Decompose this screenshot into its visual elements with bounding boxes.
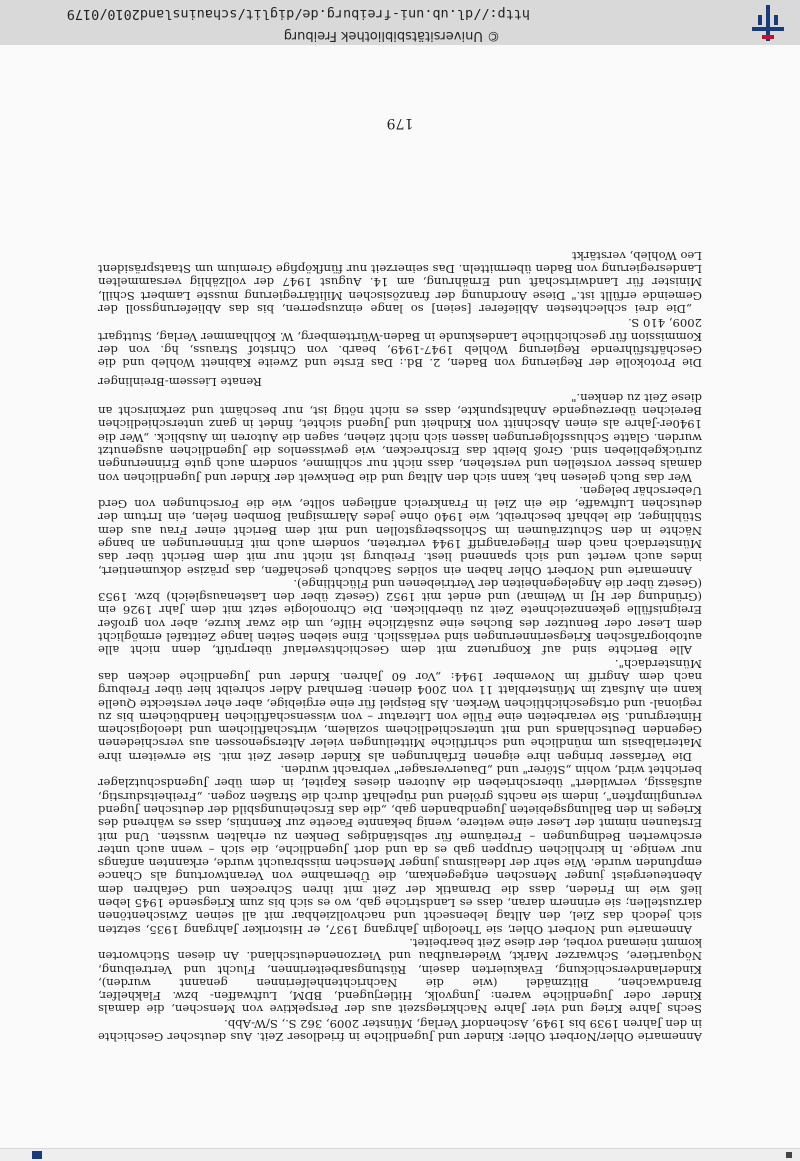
review-paragraph: Annemarie und Norbert Ohler haben ein solides Sachbuch geschaffen, das präzise dokumentiert, indes auch wertet und sich spannend liest. Freiburg ist nicht nur mit dem Bericht über das Münsterdach nach dem Fliegerangriff 1944 vertreten, sondern auch mit Erinnerungen an bange Nächte in den Schutzräumen im Schlossbergstollen und mit dem Bericht einer Frau aus dem Stühlinger, die lebhaft beschreibt, wie 1940 ohne jedes Alarmsignal Bomben fielen, ein Irrtum der deutschen Luftwaffe, die ein Ziel in Frankreich anfliegen sollte, wie die Forschungen von Gerd Ueberschär belegen. — [98, 483, 702, 578]
ub-freiburg-logo-icon — [748, 5, 788, 41]
footer-bar — [0, 0, 800, 45]
review-paragraph: Wer das Buch gelesen hat, kann sich den Alltag und die Denkwelt der Kinder und Jugendlichen von damals besser vorstellen und verstehen, dass nicht nur schlimme, sondern auch gute Erinnerungen zurückgeblieben sind. Groß bleibt das Erschrecken, wie gewissenlos die Jugendlichen ausgenutzt wurden. Glatte Schlussfolgerungen lassen sich nicht ziehen, sagen die Autoren im Ausblick. „Wer die 1940er-Jahre als einen Abschnitt von Kindheit und Jugend sichtet, findet in ganz unterschiedlichen Bereichen überzeugende Anhaltspunkte, dass es nicht nötig ist, nur beschämt und zerknirscht an diese Zeit zu denken." — [98, 390, 702, 485]
logo-fragment-icon — [32, 1151, 42, 1159]
review2-citation: Die Protokolle der Regierung von Baden, 2. Bd.: Das Erste und Zweite Kabinett Wohleb und die Geschäftsführende Regierung Wohleb 1947-1949, bearb. von Christof Strauss, hg. von der Kommission für geschichtliche Landeskunde in Baden-Württemberg, W. Kohlhammer Verlag, Stuttgart 2009, 410 S. — [98, 316, 702, 371]
review-paragraph: Die Verfasser bringen ihre eigenen Erfahrungen als Kinder dieser Zeit mit. Sie erweitern ihre Materialbasis um mündliche und schriftliche Mitteilungen vieler Altersgenossen aus verschiedenen Gegenden Deutschlands und mit unterschiedlichem sozialem, wirtschaftlichem und ideologischem Hintergrund. Sie verarbeiten eine Fülle von Literatur – von wissenschaftlichen Handbüchern bis zu regional- und ortsgeschichtlichen Werken. Als Beispiel für eine ergiebige, aber eher versteckte Quelle kann ein Aufsatz im Münsterblatt 11 von 2004 dienen: Bernhard Adler schreibt hier über Freiburg nach dem Angriff im November 1944: „Vor 60 Jahren. Kinder und Jugendliche decken das Münsterdach". — [98, 656, 702, 764]
review-citation: Annemarie Ohler/Norbert Ohler: Kinder und Jugendliche in friedloser Zeit. Aus deutscher Geschichte in den Jahren 1939 bis 1949, Aschendorf Verlag, Münster 2009, 362 S., S/W-Abb. — [98, 1016, 702, 1044]
review-paragraph: Alle Berichte sind auf Kongruenz mit dem Geschichtsverlauf überprüft, denn nicht alle autobiografischen Kriegserinnerungen sind verlässlich. Eine sieben Seiten lange Zeittafel ermöglicht dem Leser oder Benutzer des Buches eine zusätzliche Hilfe, um die zwar kurze, aber von großer Ereignisfülle gekennzeichnete Zeit zu überblicken. Die Chronologie setzt mit dem Jahr 1926 ein (Gründung der HJ in Weimar) und endet mit 1952 (Gesetz über den Lastenausgleich) bzw. 1953 (Gesetz über die Angelegenheiten der Vertriebenen und Flüchtlinge). — [98, 576, 702, 658]
source-url-link[interactable]: http://dl.ub.uni-freiburg.de/diglit/schauinsland2010/0179 — [66, 6, 530, 22]
copyright-notice: © Universitätsbibliothek Freiburg — [283, 28, 500, 43]
viewer-control-icon[interactable] — [786, 1152, 792, 1158]
viewer-top-strip — [0, 1148, 800, 1161]
page-number: 179 — [386, 115, 414, 131]
review-paragraph: Sechs Jahre Krieg und vier Jahre Nachkriegszeit aus der Perspektive von Menschen, die damals Kinder oder Jugendliche waren: Jungvolk, Hitlerjugend, BDM, Luftwaffen- bzw. Flakhelfer, Brandwachen, Blitzmädel (wie die Nachrichtenhelferinnen genannt wurden), Kinderlandverschickung, Evakuierten dasein, Rüstungsarbeiterinnen, Flucht und Vertreibung, Nöquartiere, Schwarzer Markt, Wiederaufbau und Vierzonendeutschland. An diesen Stichworten kommt niemand vorbei, der diese Zeit bearbeitet. — [98, 935, 702, 1017]
review-signature: Renate Liessem-Breinlinger — [98, 375, 262, 390]
review2-paragraph: „Die drei schlechtesten Ablieferer [seien] so lange einzusperren, bis das Ablieferungssoll der Gemeinde erfüllt ist." Diese Anordnung der französischen Militärregierung musste Lambert Schill, Minister für Landwirtschaft und Ernährung, am 14. August 1947 der vollzählig versammelten Landesregierung von Baden übermitteln. Das seinerzeit nur fünfköpfige Gremium um Staatspräsident Leo Wohleb, verstärkt — [98, 248, 702, 316]
review-paragraph: Annemarie und Norbert Ohler, sie Theologin Jahrgang 1937, er Historiker Jahrgang 1935, setzten sich jedoch das Ziel, den Alltag lebensecht und nachvollziehbar mit all seinen Zwischentönen darzustellen; sie erinnern daran, dass es Landstriche gab, wo es sich bis zum Kriegsende 1945 leben ließ wie im Frieden, dass die Dramatik der Zeit mit ihren Schrecken und Gefahren dem Abenteuergeist junger Menschen entgegenkam, die Übernahme von Verantwortung als Chance empfunden wurde. Wie sehr der Idealismus junger Menschen missbraucht wurde, erkannten anfangs nur wenige. In kirchlichen Gruppen gab es da und dort Jugendliche, die sich – wenn auch unter erschwerten Bedingungen – Freiräume für selbständiges Denken zu erhalten wussten. Und mit Erstaunen nimmt der Leser eine weitere, wenig bekannte Facette zur Kenntnis, dass es während des Krieges in den Ballungsgebieten Jugendbanden gab, „die das Erscheinungsbild der deutschen Jugend verunglimpften", indem sie nachts grölend und rüpelhaft durch die Straßen zogen. „Freiheitsdurstig, aufsässig, verwildert" überschrieben die Autoren dieses Kapitel, in dem über Jugendschutzlager berichtet wird, wohin „Störer" und „Dauerversager" verbracht wurden. — [98, 763, 702, 937]
text-block — [98, 248, 702, 1043]
